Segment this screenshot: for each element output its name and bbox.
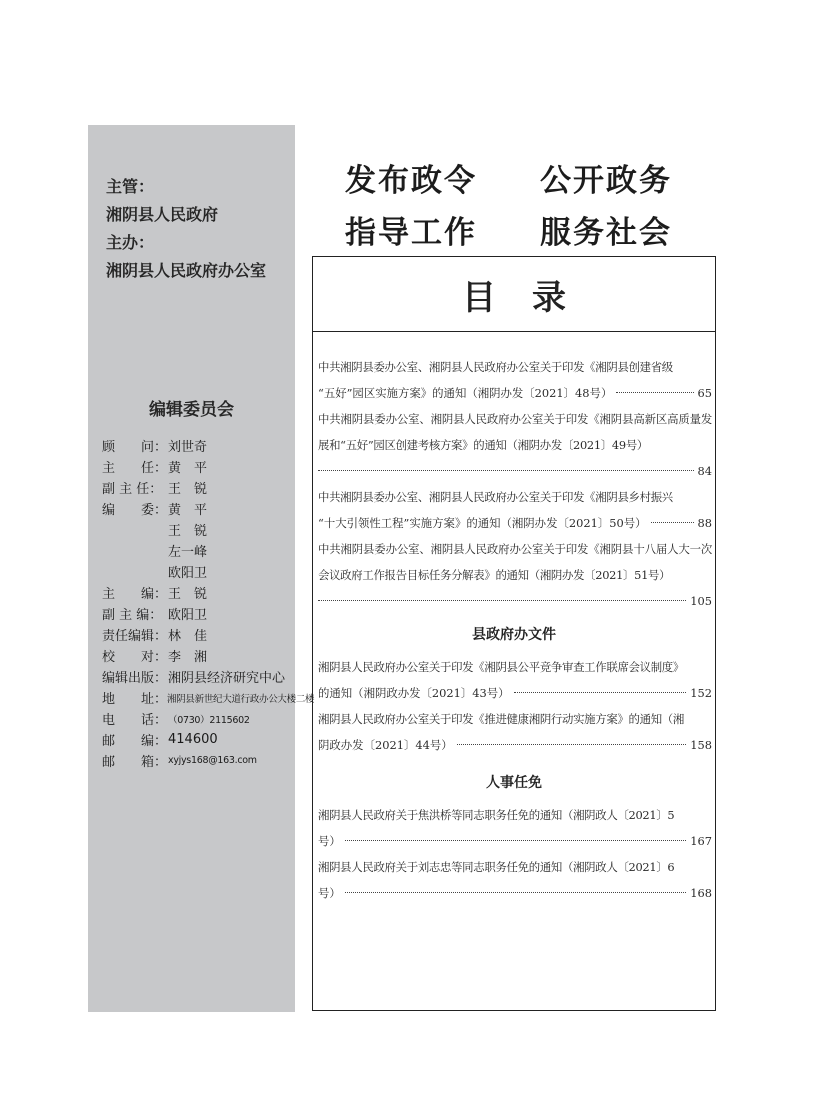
toc-entry[interactable] bbox=[318, 484, 712, 536]
staff-name: 李 湘 bbox=[168, 650, 208, 665]
sponsor-line: 湘阴县人民政府 bbox=[106, 205, 219, 224]
staff-role: 主 编： bbox=[102, 587, 168, 602]
slogan-1-right: 公开政务 bbox=[540, 163, 672, 199]
staff-row bbox=[102, 687, 315, 708]
staff-name: 刘世奇 bbox=[168, 440, 208, 455]
staff-role: 编辑出版： bbox=[102, 671, 168, 686]
toc-entry-text: 中共湘阴县委办公室、湘阴县人民政府办公室关于印发《湘阴县乡村振兴 bbox=[318, 490, 673, 504]
toc-title: 目录 bbox=[462, 277, 602, 318]
staff-role: 电 话： bbox=[102, 713, 168, 728]
toc-entry-text: 中共湘阴县委办公室、湘阴县人民政府办公室关于印发《湘阴县十八届人大一次会议政府工作报告目标任务分解表》的通知（湘阴办发〔2021〕51号） bbox=[318, 542, 712, 582]
staff-row bbox=[102, 645, 292, 666]
staff-name: 王 锐 bbox=[168, 482, 208, 497]
toc-leader bbox=[318, 828, 712, 854]
toc-entry[interactable] bbox=[318, 354, 712, 406]
toc-entry-tail: 号） bbox=[318, 834, 341, 848]
toc-entry-tail: “十大引领性工程”实施方案》的通知（湘阴办发〔2021〕50号） bbox=[318, 516, 647, 530]
toc-entry[interactable] bbox=[318, 854, 712, 906]
toc-entry-tail: 号） bbox=[318, 886, 341, 900]
dot-leader bbox=[318, 600, 686, 601]
slogan-1-left: 发布政令 bbox=[345, 163, 477, 199]
staff-role: 责任编辑： bbox=[102, 629, 168, 644]
toc-entry-text: 湘阴县人民政府办公室关于印发《推进健康湘阴行动实施方案》的通知（湘 bbox=[318, 712, 684, 726]
toc-page-number: 167 bbox=[690, 834, 712, 848]
toc-leader bbox=[318, 732, 712, 758]
staff-name: 林 佳 bbox=[168, 629, 208, 644]
toc-page-number: 152 bbox=[690, 686, 712, 700]
staff-name: xyjys168@163.com bbox=[168, 755, 257, 766]
staff-role: 校 对： bbox=[102, 650, 168, 665]
staff-name: 湘阴县经济研究中心 bbox=[168, 671, 286, 686]
staff-row bbox=[102, 708, 292, 729]
staff-role: 邮 箱： bbox=[102, 755, 168, 770]
staff-name: （0730）2115602 bbox=[168, 714, 250, 726]
toc-leader bbox=[318, 510, 712, 536]
staff-name: 湘阴县新世纪大道行政办公大楼二楼 bbox=[167, 693, 315, 705]
staff-row bbox=[102, 540, 292, 561]
toc-entry[interactable] bbox=[318, 654, 712, 706]
toc-leader bbox=[318, 380, 712, 406]
slogan-2-left: 指导工作 bbox=[345, 215, 477, 251]
staff-role: 地 址： bbox=[102, 692, 168, 707]
staff-role: 主 任： bbox=[102, 461, 168, 476]
dot-leader bbox=[457, 744, 687, 745]
staff-name: 欧阳卫 bbox=[168, 566, 208, 581]
dot-leader bbox=[651, 522, 694, 523]
toc-page-number: 88 bbox=[697, 516, 712, 530]
staff-list bbox=[102, 435, 315, 771]
toc-entry-tail: “五好”园区实施方案》的通知（湘阴办发〔2021〕48号） bbox=[318, 386, 613, 400]
sponsor-block bbox=[106, 173, 266, 285]
staff-row bbox=[102, 435, 292, 456]
staff-row bbox=[102, 498, 292, 519]
toc-entry[interactable] bbox=[318, 536, 712, 614]
staff-role: 副 主 编： bbox=[102, 608, 163, 623]
staff-row bbox=[102, 666, 292, 687]
toc-leader bbox=[318, 458, 712, 484]
staff-name: 414600 bbox=[168, 732, 218, 747]
editorial-sidebar bbox=[88, 125, 315, 1012]
toc-page-number: 158 bbox=[690, 738, 712, 752]
slogan-2-right: 服务社会 bbox=[540, 215, 672, 251]
toc-entry-text: 湘阴县人民政府关于刘志忠等同志职务任免的通知（湘阴政人〔2021〕6 bbox=[318, 860, 675, 874]
toc-entry-tail: 阴政办发〔2021〕44号） bbox=[318, 738, 453, 752]
staff-name: 欧阳卫 bbox=[168, 608, 208, 623]
staff-row bbox=[102, 519, 292, 540]
toc-entry-text: 湘阴县人民政府关于焦洪桥等同志职务任免的通知（湘阴政人〔2021〕5 bbox=[318, 808, 675, 822]
sponsor-line: 主管： bbox=[106, 177, 155, 196]
toc-page-number: 65 bbox=[697, 386, 712, 400]
staff-name: 黄 平 bbox=[168, 503, 208, 518]
staff-name: 左一峰 bbox=[168, 545, 208, 560]
toc-page-number: 168 bbox=[690, 886, 712, 900]
staff-row bbox=[102, 477, 292, 498]
staff-row bbox=[102, 561, 292, 582]
staff-row bbox=[102, 729, 292, 750]
toc-entry[interactable] bbox=[318, 802, 712, 854]
toc-header bbox=[313, 257, 715, 332]
sponsor-line: 主办： bbox=[106, 233, 155, 252]
toc-entry-text: 中共湘阴县委办公室、湘阴县人民政府办公室关于印发《湘阴县高新区高质量发展和“五好”园区创建考核方案》的通知（湘阴办发〔2021〕49号） bbox=[318, 412, 712, 452]
toc-entry[interactable] bbox=[318, 706, 712, 758]
dot-leader bbox=[616, 392, 693, 393]
staff-row bbox=[102, 624, 292, 645]
dot-leader bbox=[345, 892, 686, 893]
section-heading-county-office: 县政府办文件 bbox=[472, 627, 556, 643]
toc-leader bbox=[318, 880, 712, 906]
staff-name: 黄 平 bbox=[168, 461, 208, 476]
toc-page-number: 105 bbox=[690, 594, 712, 608]
toc-entry[interactable] bbox=[318, 406, 712, 484]
staff-role: 编 委： bbox=[102, 503, 168, 518]
toc-box bbox=[312, 256, 716, 1011]
toc-entry-text: 中共湘阴县委办公室、湘阴县人民政府办公室关于印发《湘阴县创建省级 bbox=[318, 360, 673, 374]
staff-role: 邮 编： bbox=[102, 734, 168, 749]
staff-role: 顾 问： bbox=[102, 440, 168, 455]
dot-leader bbox=[345, 840, 686, 841]
staff-row bbox=[102, 750, 292, 771]
staff-row bbox=[102, 603, 292, 624]
staff-row bbox=[102, 582, 292, 603]
dot-leader bbox=[318, 470, 694, 471]
staff-row bbox=[102, 456, 292, 477]
staff-name: 王 锐 bbox=[168, 524, 208, 539]
section-heading-personnel: 人事任免 bbox=[486, 775, 542, 791]
dot-leader bbox=[514, 692, 687, 693]
toc-entry-text: 湘阴县人民政府办公室关于印发《湘阴县公平竞争审查工作联席会议制度》 bbox=[318, 660, 684, 674]
staff-name: 王 锐 bbox=[168, 587, 208, 602]
committee-title: 编辑委员会 bbox=[149, 400, 234, 420]
toc-page-number: 84 bbox=[697, 464, 712, 478]
sponsor-line: 湘阴县人民政府办公室 bbox=[106, 261, 267, 280]
toc-leader bbox=[318, 588, 712, 614]
toc-leader bbox=[318, 680, 712, 706]
toc-entry-tail: 的通知（湘阴政办发〔2021〕43号） bbox=[318, 686, 510, 700]
staff-role: 副 主 任： bbox=[102, 482, 163, 497]
